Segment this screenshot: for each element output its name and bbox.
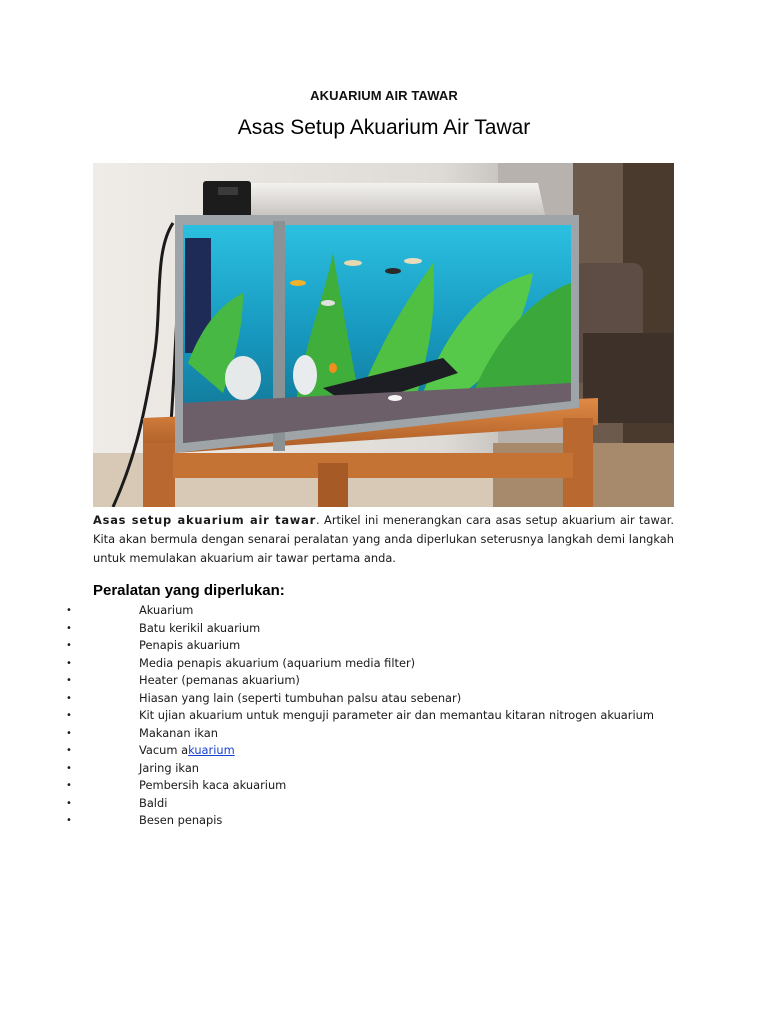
intro-text: . Artikel ini menerangkan cara asas setup akuarium air tawar. Kita akan bermula dengan senarai peralatan yang anda diperlukan seterusnya langkah demi langkah untuk memulakan akuarium air tawar pertama anda. xyxy=(93,513,675,565)
equipment-list xyxy=(0,602,768,830)
list-item-label: Hiasan yang lain (seperti tumbuhan palsu atau sebenar) xyxy=(139,690,462,705)
equipment-heading: Peralatan yang diperlukan: xyxy=(93,582,285,599)
bullet-icon: • xyxy=(66,675,72,686)
list-item-label: Baldi xyxy=(139,795,168,810)
bullet-icon: • xyxy=(66,815,72,826)
intro-paragraph xyxy=(93,511,674,568)
list-item xyxy=(0,812,768,830)
intro-bold-lead: Asas setup akuarium air tawar xyxy=(93,513,317,527)
list-item-label-vacum xyxy=(139,742,235,760)
list-item-label: Makanan ikan xyxy=(139,725,218,740)
list-item-label: Penapis akuarium xyxy=(139,638,241,652)
bullet-icon: • xyxy=(66,640,72,651)
bullet-icon: • xyxy=(66,657,72,669)
list-item xyxy=(0,760,768,778)
list-item xyxy=(0,655,768,673)
list-item xyxy=(0,690,768,708)
bullet-icon: • xyxy=(66,605,72,616)
bullet-icon: • xyxy=(66,692,72,704)
vacum-prefix: Vacum a xyxy=(139,743,189,757)
list-item-label: Akuarium xyxy=(139,603,194,617)
list-item xyxy=(0,672,768,690)
bullet-icon: • xyxy=(66,727,72,739)
list-item xyxy=(0,795,768,813)
list-item-label: Jaring ikan xyxy=(139,760,200,775)
list-item-label: Besen penapis xyxy=(139,813,223,827)
aquarium-photo xyxy=(93,163,674,507)
bullet-icon: • xyxy=(66,710,72,721)
list-item-label: Kit ujian akuarium untuk menguji parameter air dan memantau kitaran nitrogen akuarium xyxy=(139,708,654,722)
akuarium-link[interactable]: kuarium xyxy=(188,743,235,757)
list-item-label: Pembersih kaca akuarium xyxy=(139,778,287,792)
bullet-icon: • xyxy=(66,762,72,774)
list-item xyxy=(0,777,768,795)
list-item xyxy=(0,742,768,760)
list-item xyxy=(0,602,768,620)
list-item xyxy=(0,620,768,638)
bullet-icon: • xyxy=(66,622,72,634)
list-item xyxy=(0,707,768,725)
list-item-label: Media penapis akuarium (aquarium media filter) xyxy=(139,655,416,670)
list-item xyxy=(0,637,768,655)
bullet-icon: • xyxy=(66,745,72,756)
list-item xyxy=(0,725,768,743)
document-kicker: AKUARIUM AIR TAWAR xyxy=(310,88,458,103)
bullet-icon: • xyxy=(66,797,72,809)
list-item-label: Heater (pemanas akuarium) xyxy=(139,673,300,687)
aquarium-illustration xyxy=(93,163,674,507)
bullet-icon: • xyxy=(66,780,72,791)
list-item-label: Batu kerikil akuarium xyxy=(139,620,261,635)
page-title: Asas Setup Akuarium Air Tawar xyxy=(237,116,531,139)
